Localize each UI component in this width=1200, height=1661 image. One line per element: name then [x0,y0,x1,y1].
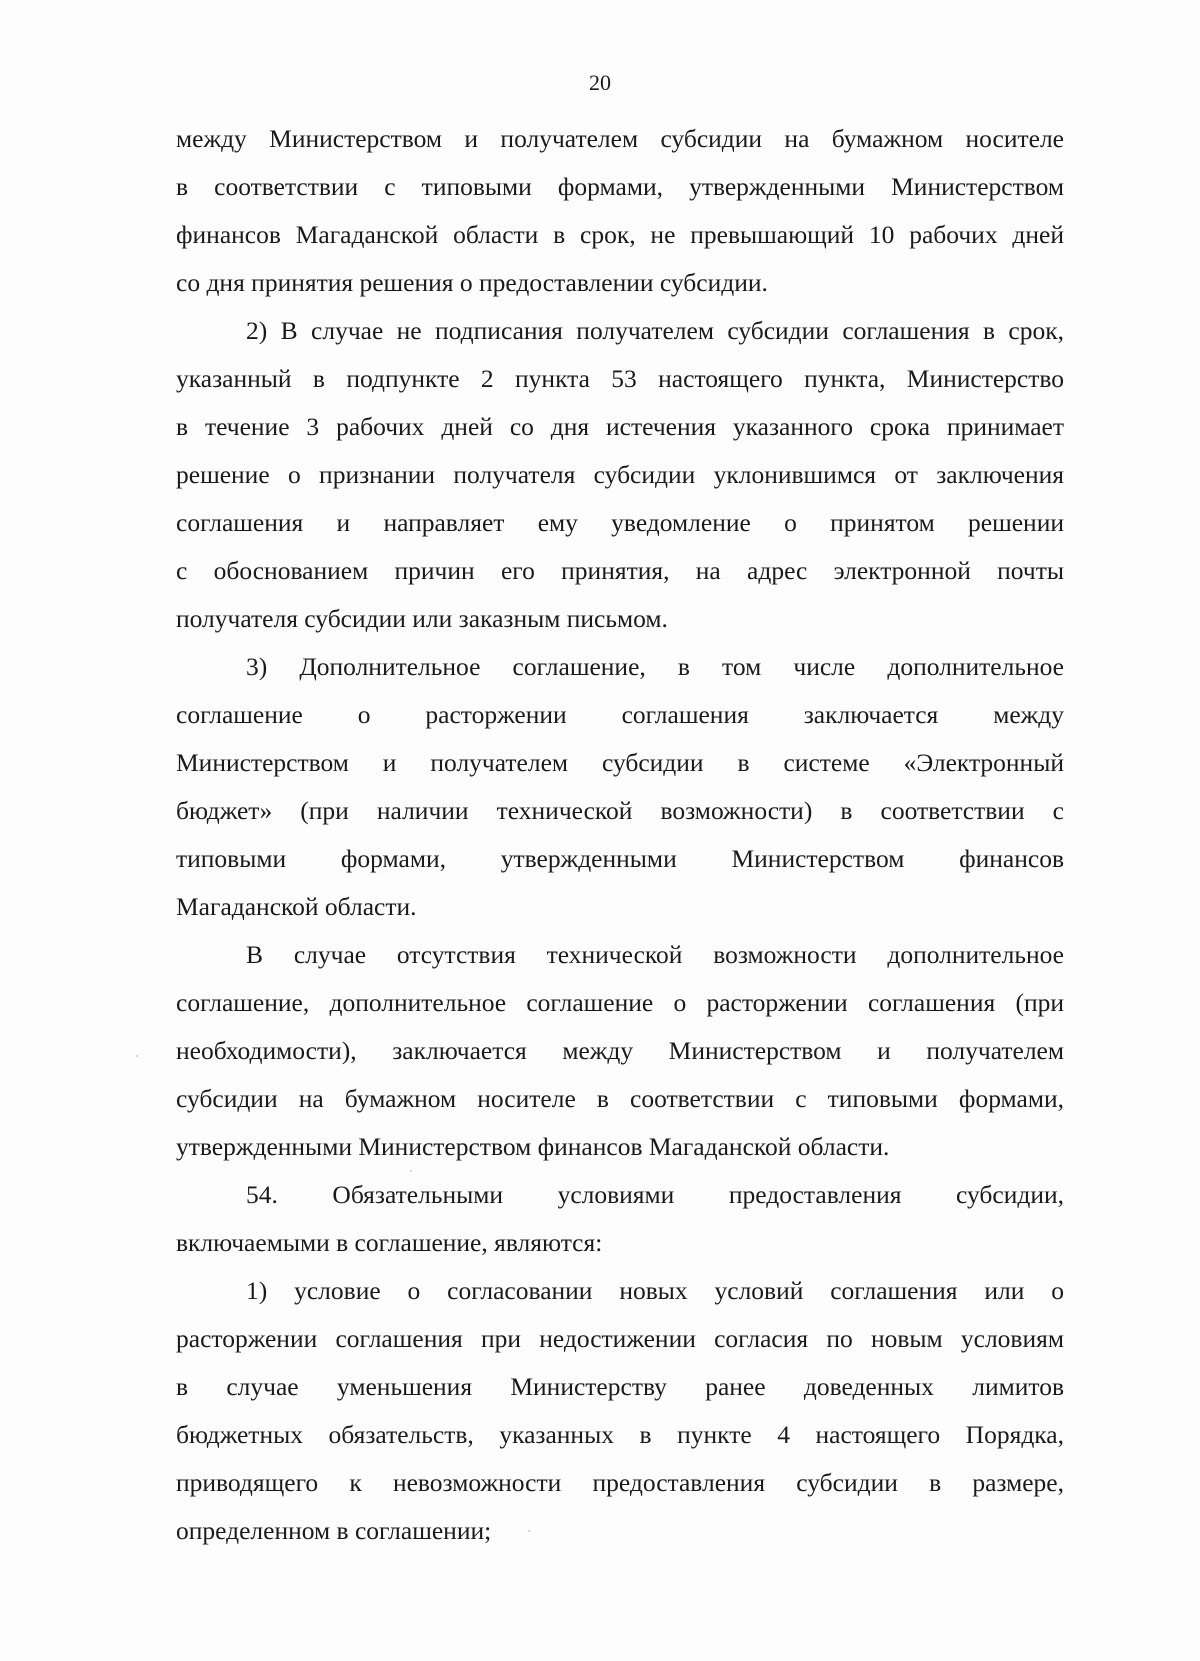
text-line: в случае уменьшения Министерству ранее доведенных лимитов [176,1372,1064,1401]
text-line: между Министерством и получателем субсидии на бумажном носителе [176,124,1064,153]
text-line: соглашения и направляет ему уведомление о принятом решении [176,508,1064,537]
document-body [176,115,1064,1555]
text-line: субсидии на бумажном носителе в соответствии с типовыми формами, [176,1084,1064,1113]
text-line: указанный в подпункте 2 пункта 53 настоящего пункта, Министерство [176,364,1064,393]
page-number: 20 [589,70,611,95]
text-line: получателя субсидии или заказным письмом. [176,604,668,633]
text-line: утвержденными Министерством финансов Магаданской области. [176,1132,890,1161]
text-line: со дня принятия решения о предоставлении субсидии. [176,268,768,297]
text-line: Магаданской области. [176,892,417,921]
text-line: 2) В случае не подписания получателем субсидии соглашения в срок, [246,316,1064,345]
text-line: соглашение о расторжении соглашения заключается между [176,700,1064,729]
text-line: В случае отсутствия технической возможности дополнительное [246,940,1064,969]
text-line: типовыми формами, утвержденными Министерством финансов [176,844,1064,873]
text-line: включаемыми в соглашение, являются: [176,1228,603,1257]
text-line: в течение 3 рабочих дней со дня истечения указанного срока принимает [176,412,1064,441]
scan-speck [136,1055,138,1057]
text-line: бюджет» (при наличии технической возможности) в соответствии с [176,796,1064,825]
text-line: соглашение, дополнительное соглашение о расторжении соглашения (при [176,988,1064,1017]
text-line: приводящего к невозможности предоставления субсидии в размере, [176,1468,1064,1497]
text-line: необходимости), заключается между Министерством и получателем [176,1036,1064,1065]
text-line: решение о признании получателя субсидии уклонившимся от заключения [176,460,1064,489]
scan-speck [528,1530,530,1532]
text-line: 1) условие о согласовании новых условий соглашения или о [246,1276,1064,1305]
scan-speck [410,1170,412,1172]
text-line: Министерством и получателем субсидии в системе «Электронный [176,748,1064,777]
text-line: расторжении соглашения при недостижении согласия по новым условиям [176,1324,1064,1353]
text-line: определенном в соглашении; [176,1516,492,1545]
text-line: 54. Обязательными условиями предоставления субсидии, [246,1180,1064,1209]
text-line: в соответствии с типовыми формами, утвержденными Министерством [176,172,1064,201]
text-line: с обоснованием причин его принятия, на адрес электронной почты [176,556,1064,585]
text-line: бюджетных обязательств, указанных в пункте 4 настоящего Порядка, [176,1420,1064,1449]
text-line: финансов Магаданской области в срок, не превышающий 10 рабочих дней [176,220,1064,249]
text-line: 3) Дополнительное соглашение, в том числе дополнительное [246,652,1064,681]
